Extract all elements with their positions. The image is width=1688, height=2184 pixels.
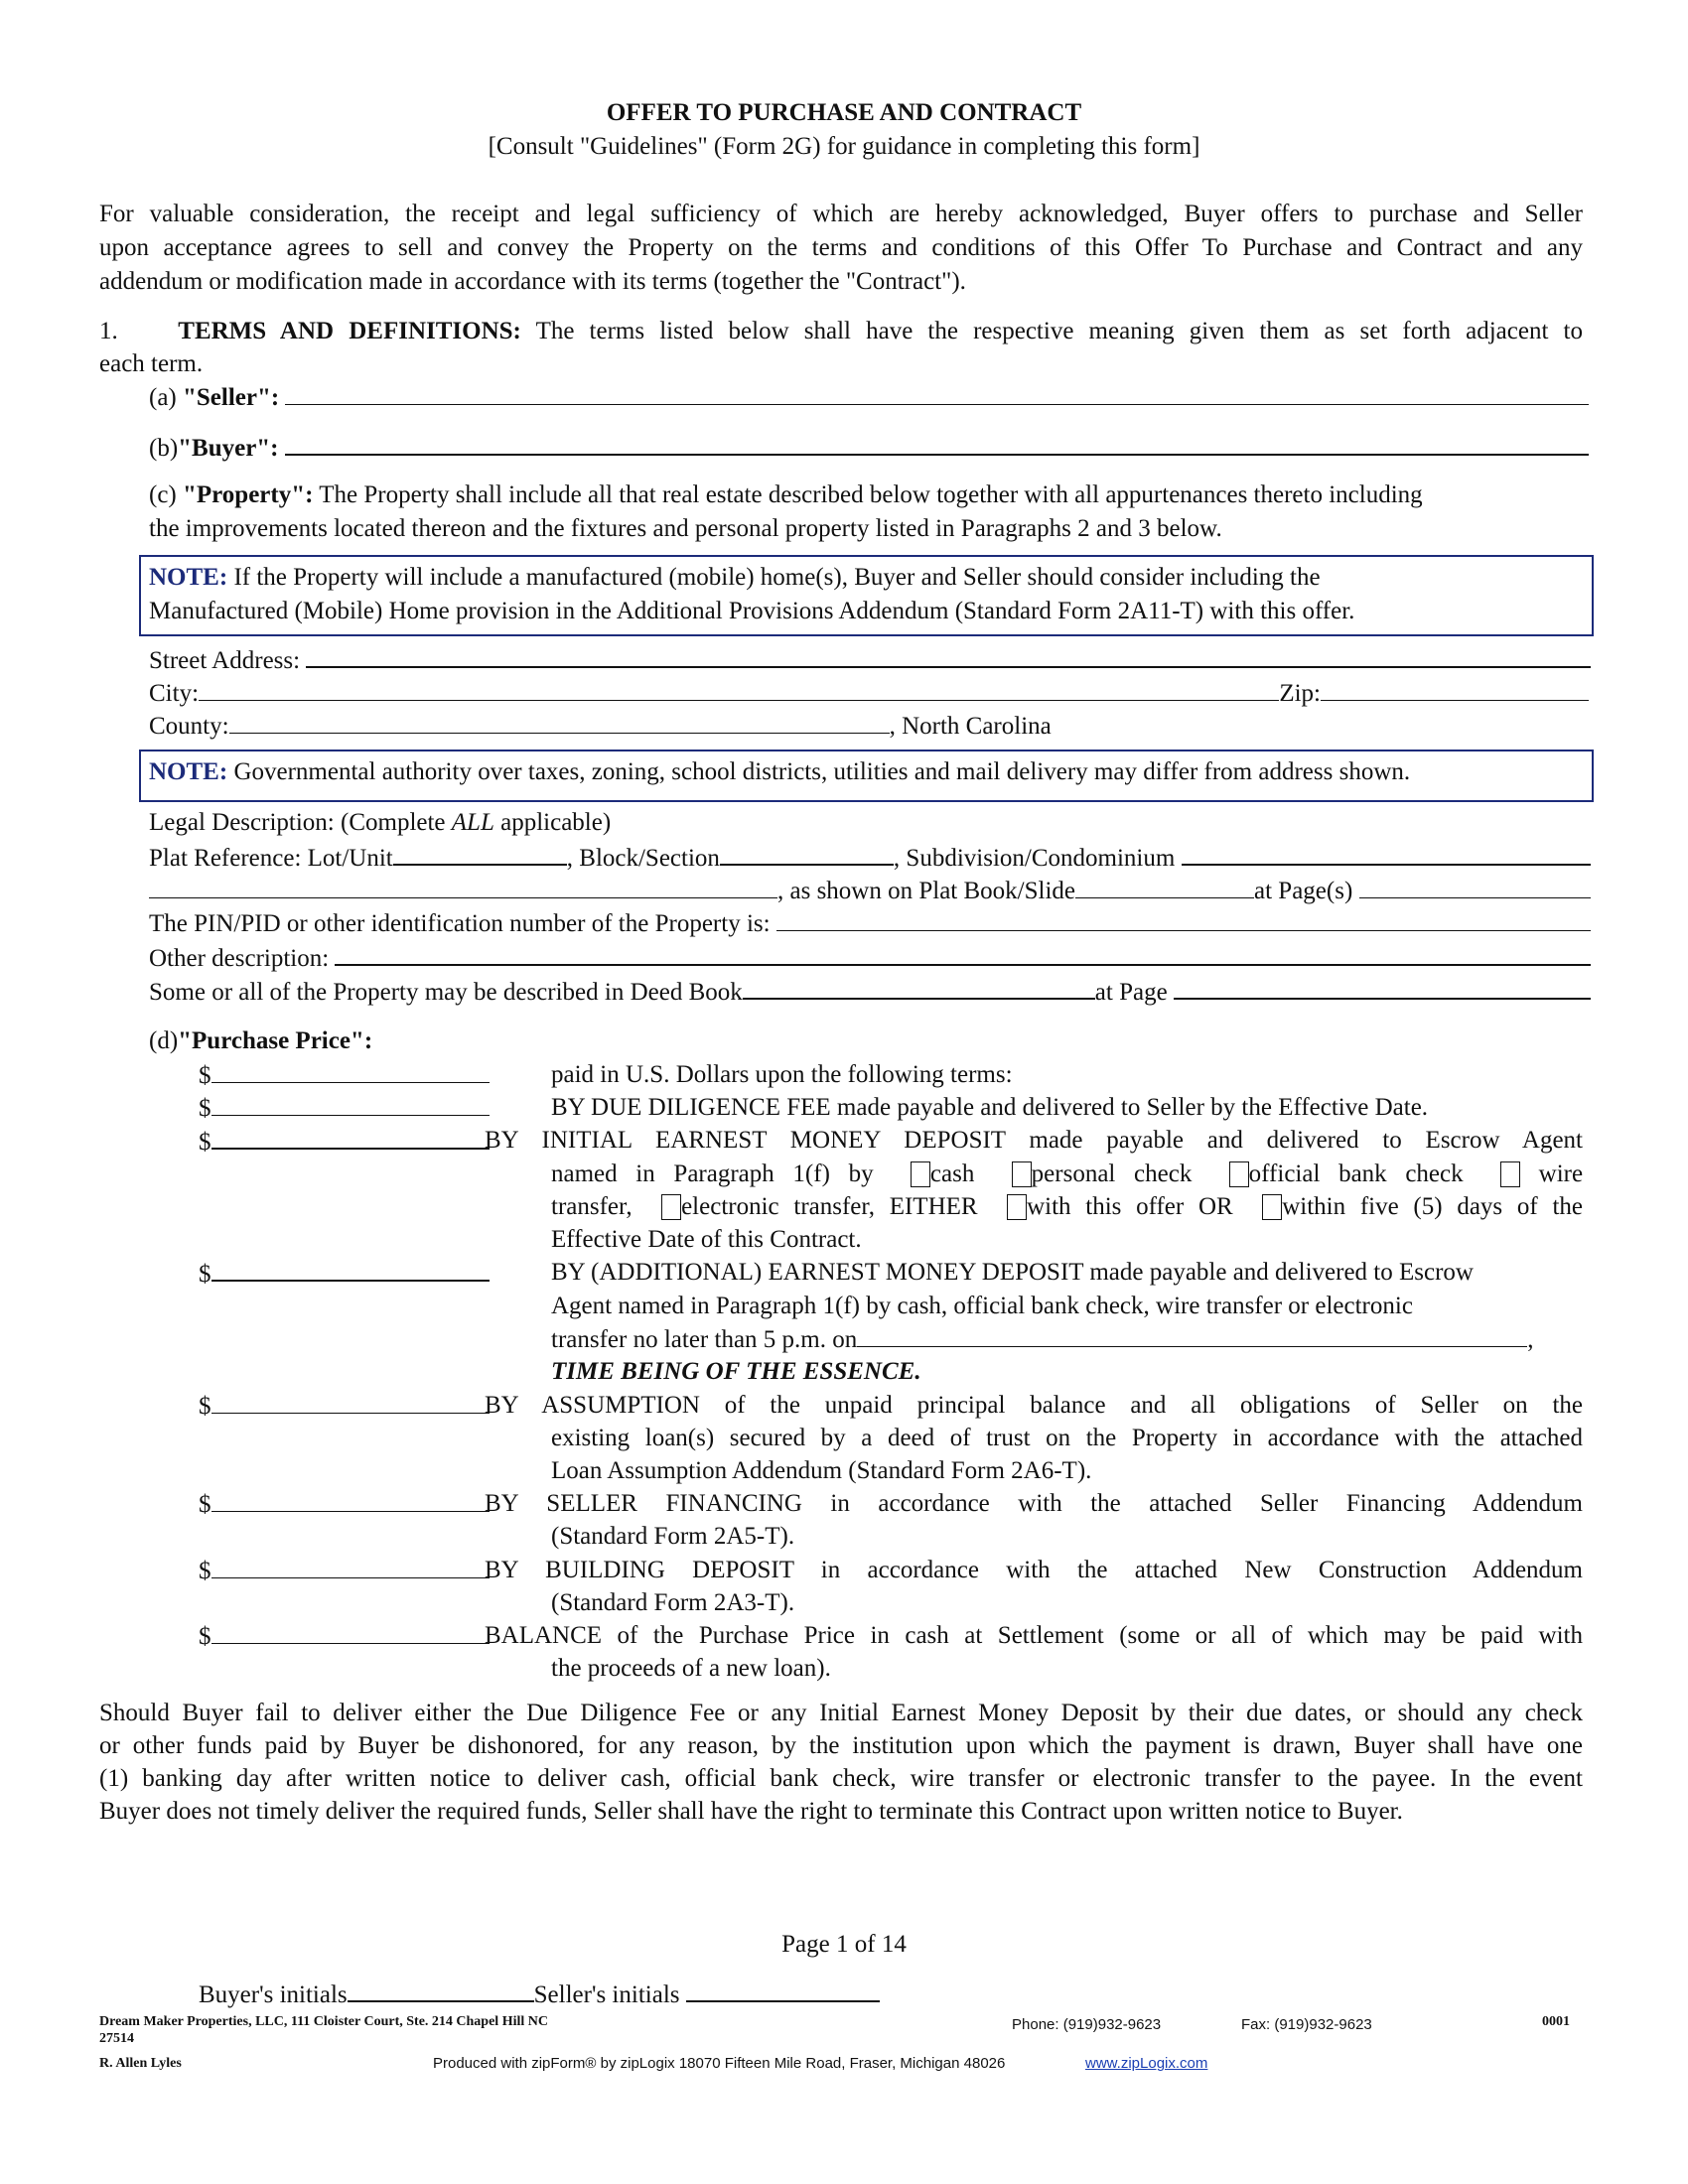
note-box-governmental xyxy=(139,750,1594,802)
city-field[interactable] xyxy=(199,676,1279,701)
balance-line: BALANCE of the Purchase Price in cash at Settlement (some or all of which may be paid with xyxy=(485,1622,1583,1649)
state-suffix: , North Carolina xyxy=(889,713,1052,740)
other-description-row xyxy=(149,940,1591,976)
closing-line: Buyer does not timely deliver the required funds, Seller shall have the right to terminate this Contract upon written notice to Buyer. xyxy=(99,1798,1403,1825)
price-prefix: (d) xyxy=(149,1027,179,1054)
agent-name: R. Allen Lyles xyxy=(99,2056,182,2071)
seller-financing-line: BY SELLER FINANCING in accordance with the attached Seller Financing Addendum xyxy=(485,1490,1583,1517)
initial-earnest-money-field[interactable] xyxy=(211,1124,490,1150)
building-deposit-line: BY BUILDING DEPOSIT in accordance with the attached New Construction Addendum xyxy=(485,1557,1583,1583)
assumption-line: Loan Assumption Addendum (Standard Form 2A6-T). xyxy=(551,1457,1092,1484)
dollar-sign: $ xyxy=(199,1261,211,1288)
within-five-days-option-label: within five (5) days of the xyxy=(1282,1193,1583,1220)
seller-field[interactable] xyxy=(285,380,1589,405)
dollar-sign: $ xyxy=(199,1095,211,1122)
dollar-sign: $ xyxy=(199,1129,211,1156)
plat-lot-label: Plat Reference: Lot/Unit xyxy=(149,845,393,872)
page-subtitle: [Consult "Guidelines" (Form 2G) for guidance in completing this form] xyxy=(488,133,1200,160)
assumption-line: BY ASSUMPTION of the unpaid principal balance and all obligations of Seller on the xyxy=(485,1392,1583,1419)
initial-earnest-line: transfer, xyxy=(551,1193,633,1220)
cash-checkbox[interactable] xyxy=(911,1161,930,1187)
closing-line: (1) banking day after written notice to deliver cash, official bank check, wire transfer or electronic transfer to the payee. In the event xyxy=(99,1765,1583,1792)
buyer-row xyxy=(149,430,1589,466)
due-diligence-fee-field[interactable] xyxy=(211,1091,490,1116)
additional-earnest-date-field[interactable] xyxy=(857,1322,1527,1347)
zip-label: Zip: xyxy=(1279,680,1321,707)
note-text: Manufactured (Mobile) Home provision in the Additional Provisions Addendum (Standard Form 2A11-T) with this offer. xyxy=(149,598,1355,624)
plat-book-field[interactable] xyxy=(1075,874,1254,898)
dollar-sign: $ xyxy=(199,1623,211,1650)
initial-earnest-options-row xyxy=(551,1158,1583,1191)
property-text-cont: the improvements located thereon and the fixtures and personal property listed in Paragraphs 2 and 3 below. xyxy=(149,515,1222,542)
county-field[interactable] xyxy=(229,709,890,734)
seller-label: "Seller": xyxy=(183,384,280,411)
intro-line: For valuable consideration, the receipt and legal sufficiency of which are hereby acknowledged, Buyer offers to purchase and Seller xyxy=(99,201,1583,227)
additional-earnest-date-row xyxy=(551,1322,1534,1357)
price-amount-row xyxy=(199,1058,490,1093)
section-text: The terms listed below shall have the respective meaning given them as set forth adjacent to xyxy=(535,318,1583,344)
due-diligence-text: BY DUE DILIGENCE FEE made payable and delivered to Seller by the Effective Date. xyxy=(551,1094,1429,1121)
deed-page-label: at Page xyxy=(1094,979,1168,1006)
wire-checkbox[interactable] xyxy=(1500,1161,1520,1187)
official-bank-check-option-label: official bank check xyxy=(1248,1160,1464,1187)
city-zip-row xyxy=(149,676,1589,711)
plat-page-label: at Page(s) xyxy=(1254,878,1353,904)
section-text-cont: each term. xyxy=(99,350,204,377)
price-amount-row xyxy=(199,1256,490,1292)
legal-heading-text: applicable) xyxy=(493,809,612,836)
produced-by: Produced with zipForm® by zipLogix 18070 Fifteen Mile Road, Fraser, Michigan 48026 xyxy=(433,2055,1006,2072)
plat-reference-row xyxy=(149,840,1591,876)
zip-field[interactable] xyxy=(1321,676,1589,701)
block-label: , Block/Section xyxy=(566,845,720,872)
price-label: "Purchase Price": xyxy=(178,1027,373,1054)
seller-financing-line: (Standard Form 2A5-T). xyxy=(551,1523,795,1550)
pin-label: The PIN/PID or other identification number of the Property is: xyxy=(149,910,771,937)
note-box-mobile-home xyxy=(139,555,1594,636)
balance-line: the proceeds of a new loan). xyxy=(551,1655,831,1682)
deed-page-field[interactable] xyxy=(1174,974,1591,1000)
street-address-label: Street Address: xyxy=(149,647,301,674)
price-amount-row xyxy=(199,1554,490,1588)
price-terms-text: paid in U.S. Dollars upon the following terms: xyxy=(551,1061,1013,1088)
street-address-field[interactable] xyxy=(306,642,1591,668)
additional-earnest-line: transfer no later than 5 p.m. on xyxy=(551,1326,858,1353)
page-number: Page 1 of 14 xyxy=(781,1931,907,1958)
initial-earnest-options-row xyxy=(551,1190,1583,1224)
property-line xyxy=(149,478,1423,512)
section-number: 1. xyxy=(99,318,118,344)
seller-initials-field[interactable] xyxy=(686,1977,880,2002)
buyer-initials-label: Buyer's initials xyxy=(199,1981,348,2008)
note-label: NOTE: xyxy=(149,564,228,591)
electronic-transfer-option-label: electronic transfer, EITHER xyxy=(681,1193,978,1220)
block-section-field[interactable] xyxy=(720,840,894,866)
with-offer-option-label: with this offer OR xyxy=(1027,1193,1233,1220)
company-zip: 27514 xyxy=(99,2031,134,2046)
additional-earnest-money-field[interactable] xyxy=(211,1256,490,1282)
price-amount-row xyxy=(199,1389,490,1424)
assumption-field[interactable] xyxy=(211,1389,490,1414)
additional-earnest-line: Agent named in Paragraph 1(f) by cash, official bank check, wire transfer or electronic xyxy=(551,1293,1413,1319)
deed-book-label: Some or all of the Property may be described in Deed Book xyxy=(149,979,743,1006)
ziplogix-link[interactable]: www.zipLogix.com xyxy=(1085,2055,1208,2072)
price-amount-row xyxy=(199,1124,490,1160)
initials-row xyxy=(199,1977,880,2012)
cash-option-label: cash xyxy=(929,1160,975,1187)
note-label: NOTE: xyxy=(149,758,228,785)
additional-earnest-line: BY (ADDITIONAL) EARNEST MONEY DEPOSIT made payable and delivered to Escrow xyxy=(551,1259,1474,1286)
plat-page-field[interactable] xyxy=(1359,874,1591,898)
pin-field[interactable] xyxy=(776,906,1591,931)
initial-earnest-line: named in Paragraph 1(f) by xyxy=(551,1160,874,1187)
assumption-line: existing loan(s) secured by a deed of trust on the Property in accordance with the attached xyxy=(551,1425,1583,1451)
buyer-initials-field[interactable] xyxy=(348,1977,534,2002)
section-heading: TERMS AND DEFINITIONS: xyxy=(178,318,521,344)
section-1-line xyxy=(99,315,1583,348)
dollar-sign: $ xyxy=(199,1393,211,1420)
street-address-row xyxy=(149,642,1591,678)
price-amount-row xyxy=(199,1091,490,1126)
wire-option-label: wire xyxy=(1538,1160,1583,1187)
buyer-prefix: (b) xyxy=(149,435,179,462)
closing-line: Should Buyer fail to deliver either the Due Diligence Fee or any Initial Earnest Money Deposit by their due dates, or should any check xyxy=(99,1700,1583,1726)
purchase-price-heading xyxy=(149,1024,372,1058)
seller-financing-field[interactable] xyxy=(211,1487,490,1512)
within-five-days-checkbox[interactable] xyxy=(1262,1194,1282,1220)
price-amount-row xyxy=(199,1487,490,1522)
phone-number: Phone: (919)932-9623 xyxy=(1012,2016,1162,2033)
purchase-price-field[interactable] xyxy=(211,1058,490,1083)
time-essence-text: TIME BEING OF THE ESSENCE. xyxy=(551,1358,921,1385)
balance-field[interactable] xyxy=(211,1619,490,1644)
seller-initials-label: Seller's initials xyxy=(533,1981,680,2008)
initial-earnest-line: BY INITIAL EARNEST MONEY DEPOSIT made payable and delivered to Escrow Agent xyxy=(485,1127,1583,1154)
legal-heading-emphasis: ALL xyxy=(451,809,494,836)
legal-description-heading xyxy=(149,806,611,840)
legal-heading-text: Legal Description: (Complete xyxy=(149,809,452,836)
plat-book-label: , as shown on Plat Book/Slide xyxy=(777,878,1076,904)
lot-unit-field[interactable] xyxy=(393,840,567,866)
note-text: Governmental authority over taxes, zoning, school districts, utilities and mail delivery may differ from address shown. xyxy=(233,758,1411,785)
other-description-label: Other description: xyxy=(149,945,330,972)
property-label: "Property": xyxy=(183,481,314,508)
pin-row xyxy=(149,906,1591,941)
seller-row xyxy=(149,380,1589,415)
county-row xyxy=(149,709,1052,744)
buyer-field[interactable] xyxy=(285,430,1589,456)
initial-earnest-line: Effective Date of this Contract. xyxy=(551,1226,862,1253)
subdivision-field[interactable] xyxy=(1182,840,1591,866)
intro-line: upon acceptance agrees to sell and convey the Property on the terms and conditions of this Offer To Purchase and Contract and any xyxy=(99,234,1583,261)
form-code: 0001 xyxy=(1542,2014,1570,2029)
city-label: City: xyxy=(149,680,200,707)
deed-book-field[interactable] xyxy=(743,974,1095,1000)
dollar-sign: $ xyxy=(199,1558,211,1584)
deed-book-row xyxy=(149,974,1591,1010)
seller-prefix: (a) xyxy=(149,384,177,411)
plat-book-row xyxy=(149,874,1591,908)
property-prefix: (c) xyxy=(149,481,177,508)
buyer-label: "Buyer": xyxy=(178,435,279,462)
county-label: County: xyxy=(149,713,229,740)
building-deposit-line: (Standard Form 2A3-T). xyxy=(551,1589,795,1616)
other-description-field[interactable] xyxy=(335,940,1591,966)
electronic-transfer-checkbox[interactable] xyxy=(661,1194,681,1220)
comma: , xyxy=(1527,1326,1534,1353)
subdivision-cont-field[interactable] xyxy=(149,874,777,898)
fax-number: Fax: (919)932-9623 xyxy=(1241,2016,1372,2033)
building-deposit-field[interactable] xyxy=(211,1554,490,1578)
price-amount-row xyxy=(199,1619,490,1654)
property-text: The Property shall include all that real estate described below together with all appurtenances thereto including xyxy=(319,481,1423,508)
initial-earnest-text xyxy=(485,1124,1583,1158)
with-offer-checkbox[interactable] xyxy=(1007,1194,1027,1220)
page-title: OFFER TO PURCHASE AND CONTRACT xyxy=(606,99,1082,126)
company-address: Dream Maker Properties, LLC, 111 Cloister Court, Ste. 214 Chapel Hill NC xyxy=(99,2014,548,2029)
closing-line: or other funds paid by Buyer be dishonored, for any reason, by the institution upon which the payment is drawn, Buyer shall have one xyxy=(99,1732,1583,1759)
intro-line: addendum or modification made in accordance with its terms (together the "Contract"). xyxy=(99,268,966,295)
official-bank-check-checkbox[interactable] xyxy=(1229,1161,1249,1187)
dollar-sign: $ xyxy=(199,1491,211,1518)
subdivision-label: , Subdivision/Condominium xyxy=(893,845,1176,872)
dollar-sign: $ xyxy=(199,1062,211,1089)
personal-check-checkbox[interactable] xyxy=(1012,1161,1032,1187)
note-text: If the Property will include a manufactured (mobile) home(s), Buyer and Seller should consider including the xyxy=(233,564,1321,591)
personal-check-option-label: personal check xyxy=(1031,1160,1193,1187)
